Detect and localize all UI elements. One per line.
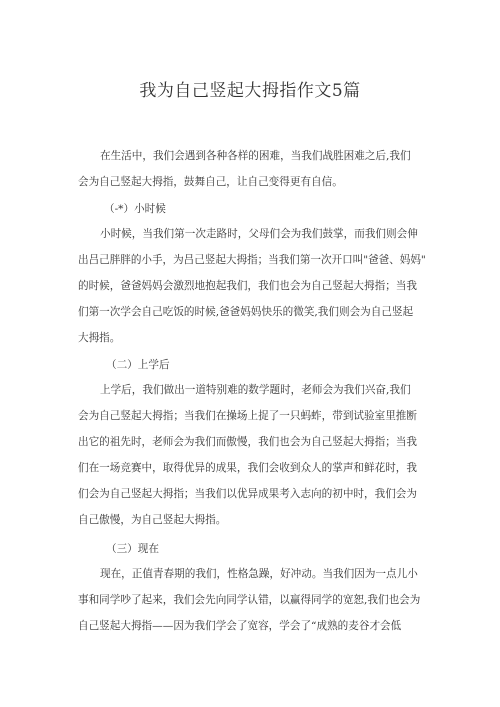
section-heading: （-*）小时候 bbox=[104, 203, 166, 215]
paragraph-line: 们第一次学会自己吃饭的时候,爸爸妈妈快乐的微笑,我们则会为自己竖起 bbox=[78, 306, 414, 318]
paragraph-line: 自己竖起大拇指——因为我们学会了宽容，学会了“成熟的麦谷才会低 bbox=[78, 620, 402, 632]
paragraph-line: 出吕己胖胖的小手，为吕己竖起大拇指；当我们第一次开口叫"爸爸、妈妈" bbox=[78, 254, 426, 266]
document-title: 我为自己竖起大拇指作文5篇 bbox=[139, 81, 361, 101]
paragraph-line: 们会为自己竖起大拇指；当我们以优异成果考入志向的初中时，我们会为 bbox=[78, 488, 417, 500]
paragraph-line: 大拇指。 bbox=[78, 332, 121, 344]
paragraph-line: 会为自己竖起大拇指，鼓舞自己，让自己变得更有自信。 bbox=[78, 176, 343, 188]
paragraph-line: 们在一场竞赛中，取得优异的成果，我们会收到众人的掌声和鲜花时，我 bbox=[78, 462, 417, 474]
paragraph-line: 出它的祖先时，老师会为我们而傲慢，我们也会为自己竖起大拇指；当我 bbox=[78, 436, 417, 448]
section-heading: （二）上学后 bbox=[106, 359, 170, 371]
paragraph-line: 现在，正值青春期的我们，性格急躁，好冲动。当我们因为一点儿小 bbox=[100, 568, 418, 580]
paragraph-line: 小时候，当我们第一次走路时，父母们会为我们鼓掌，而我们则会伸 bbox=[100, 228, 418, 240]
paragraph-line: 会为自己竖起大拇指；当我们在操场上捉了一只蚂蚱，带到试验室里推断 bbox=[78, 410, 417, 422]
paragraph-line: 上学后，我们做出一道特别难的数学题时，老师会为我们兴奋,我们 bbox=[100, 384, 411, 396]
section-heading: （三）现在 bbox=[106, 543, 159, 555]
paragraph-line: 自己傲慢，为自己竖起大拇指。 bbox=[78, 514, 227, 526]
paragraph-line: 的时候，爸爸妈妈会激烈地抱起我们，我们也会为自己竖起大拇指；当我 bbox=[78, 280, 417, 292]
paragraph-line: 在生活中，我们会遇到各种各样的困难，当我们战胜困难之后,我们 bbox=[100, 150, 411, 162]
paragraph-line: 事和同学吵了起来，我们会先向同学认错，以赢得同学的宽恕,我们也会为 bbox=[78, 594, 421, 606]
